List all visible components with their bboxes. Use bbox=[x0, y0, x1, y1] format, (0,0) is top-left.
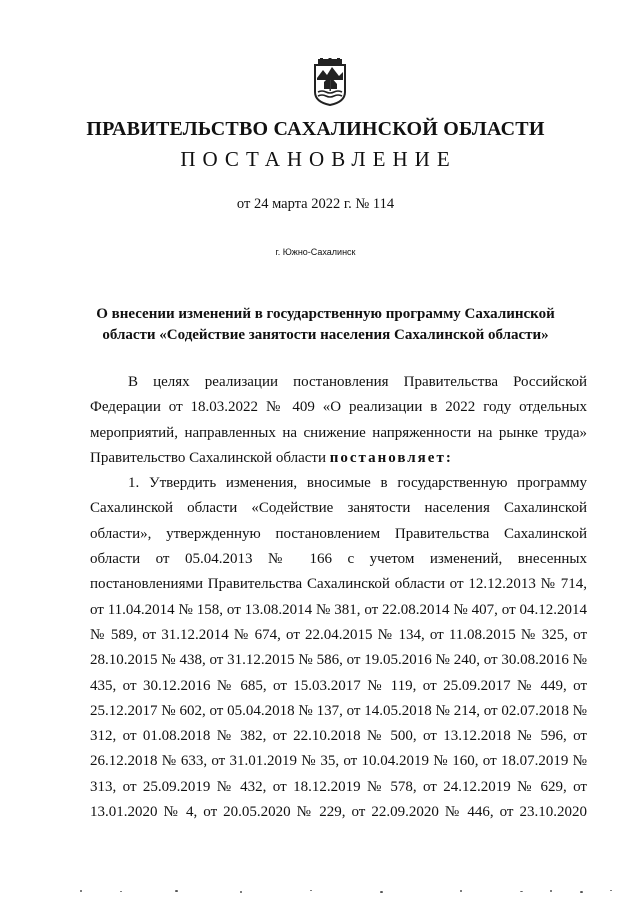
document-body bbox=[90, 370, 587, 825]
paragraph-preamble bbox=[90, 370, 587, 471]
organization-title: ПРАВИТЕЛЬСТВО САХАЛИНСКОЙ ОБЛАСТИ bbox=[86, 118, 545, 140]
paragraph-item-1: 1. Утвердить изменения, вносимые в государственную программу Сахалинской области «Содействие занятости населения Сахалинской области», утвержденную постановлением Правительства Сахалинской области от 05.04.2013 № 166 с учетом изменений, внесенных постановлениями Правительства Сахалинской области от 12.12.2013 № 714, от 11.04.2014 № 158, от 13.08.2014 № 381, от 22.08.2014 № 407, от 04.12.2014 № 589, от 31.12.2014 № 674, от 22.04.2015 № 134, от 11.08.2015 № 325, от 28.10.2015 № 438, от 31.12.2015 № 586, от 19.05.2016 № 240, от 30.08.2016 № 435, от 30.12.2016 № 685, от 15.03.2017 № 119, от 25.09.2017 № 449, от 25.12.2017 № 602, от 05.04.2018 № 137, от 14.05.2018 № 214, от 02.07.2018 № 312, от 01.08.2018 № 382, от 22.10.2018 № 500, от 13.12.2018 № 596, от 26.12.2018 № 633, от 31.01.2019 № 35, от 10.04.2019 № 160, от 18.07.2019 № 313, от 25.09.2019 № 432, от 18.12.2019 № 578, от 24.12.2019 № 629, от 13.01.2020 № 4, от 20.05.2020 № 229, от 22.09.2020 № 446, от 23.10.2020 bbox=[90, 475, 587, 821]
scan-artifact-strip bbox=[80, 888, 631, 894]
document-city: г. Южно-Сахалинск bbox=[275, 247, 356, 257]
resolution-keyword: постановляет: bbox=[329, 449, 453, 466]
document-type: ПОСТАНОВЛЕНИЕ bbox=[180, 147, 457, 171]
subject-line-1: О внесении изменений в государственную программу Сахалинской bbox=[96, 306, 555, 322]
document-subject bbox=[60, 304, 591, 346]
subject-line-2: области «Содействие занятости населения Сахалинской области» bbox=[102, 327, 549, 343]
preamble-text: В целях реализации постановления Правительства Российской Федерации от 18.03.2022 № 409 «О реализации в 2022 году отдельных мероприятий, направленных на снижение напряженности на рынке труда» Правительство Сахалинской области bbox=[90, 374, 587, 466]
document-date-number: от 24 марта 2022 г. № 114 bbox=[236, 196, 395, 212]
sakhalin-coat-of-arms-icon bbox=[312, 58, 348, 106]
